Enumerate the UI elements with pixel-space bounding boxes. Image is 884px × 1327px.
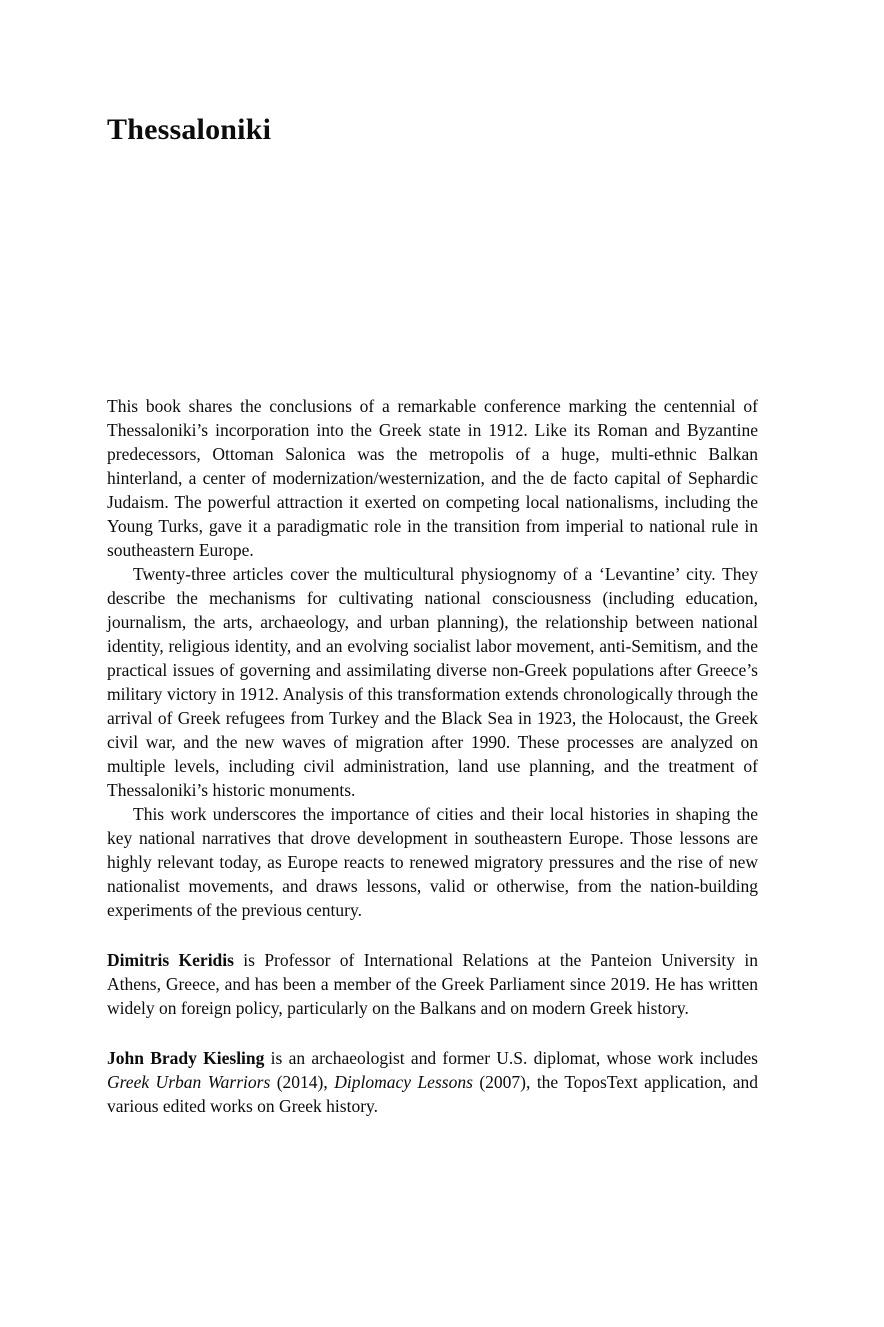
author-bio-kiesling (107, 1046, 758, 1118)
author-bio-kiesling-text-3: (2007), the ToposText application, and various edited works on Greek history. (107, 1072, 759, 1116)
author-name-kiesling: John Brady Kiesling (107, 1048, 265, 1068)
book-title-diplomacy-lessons: Diplomacy Lessons (334, 1072, 473, 1092)
author-bio-kiesling-text-1: is an archaeologist and former U.S. diplomat, whose work includes (264, 1048, 758, 1068)
author-bio-keridis (107, 948, 758, 1020)
paragraph-conclusion: This work underscores the importance of cities and their local histories in shaping the key national narratives that drove development in southeastern Europe. Those lessons are highly relevant today, as Europe reacts to renewed migratory pressures and the rise of new nationalist movements, and draws lessons, valid or otherwise, from the nation-building experiments of the previous century. (107, 804, 758, 920)
author-bio-kiesling-text-2: (2014), (270, 1072, 335, 1092)
paragraph-articles: Twenty-three articles cover the multicultural physiognomy of a ‘Levantine’ city. They describe the mechanisms for cultivating national consciousness (including education, journalism, the arts, archaeology, and urban planning), the relationship between national identity, religious identity, and an evolving socialist labor movement, anti-Semitism, and the practical issues of governing and assimilating diverse non-Greek populations after Greece’s military victory in 1912. Analysis of this transformation extends chronologically through the arrival of Greek refugees from Turkey and the Black Sea in 1923, the Holocaust, the Greek civil war, and the new waves of migration after 1990. These processes are analyzed on multiple levels, including civil administration, land use planning, and the treatment of Thessaloniki’s historic monuments. (107, 564, 758, 800)
author-bio-keridis-text: is Professor of International Relations at the Panteion University in Athens, Greece, and has been a member of the Greek Parliament since 2019. He has written widely on foreign policy, particularly on the Balkans and on modern Greek history. (107, 950, 758, 1018)
book-title-greek-urban-warriors: Greek Urban Warriors (107, 1072, 271, 1092)
body-text (107, 394, 758, 1118)
paragraph-intro: This book shares the conclusions of a remarkable conference marking the centennial of Thessaloniki’s incorporation into the Greek state in 1912. Like its Roman and Byzantine predecessors, Ottoman Salonica was the metropolis of a huge, multi-ethnic Balkan hinterland, a center of modernization/westernization, and the de facto capital of Sephardic Judaism. The powerful attraction it exerted on competing local nationalisms, including the Young Turks, gave it a paradigmatic role in the transition from imperial to national rule in southeastern Europe. (107, 396, 758, 560)
page-title: Thessaloniki (107, 113, 272, 146)
author-name-keridis: Dimitris Keridis (107, 950, 234, 970)
